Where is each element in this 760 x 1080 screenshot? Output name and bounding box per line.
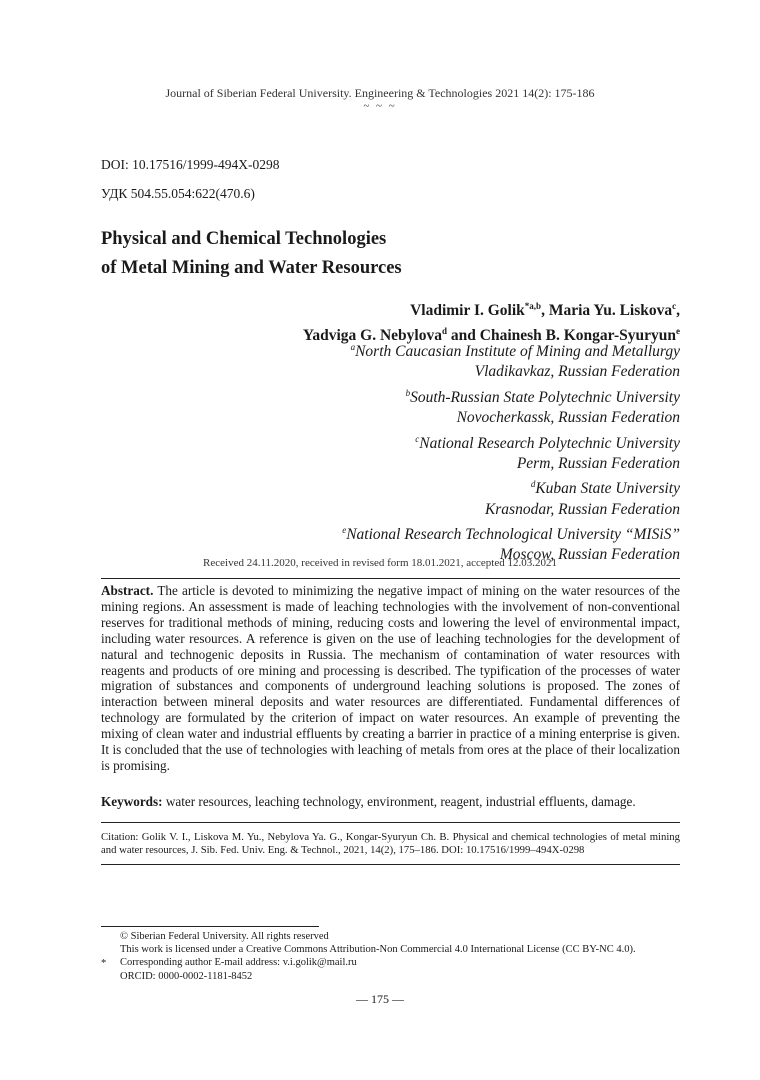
doi: DOI: 10.17516/1999-494X-0298 bbox=[101, 157, 280, 172]
citation-bottom-rule bbox=[101, 864, 680, 865]
license-notice: This work is licensed under a Creative Commons Attribution-Non Commercial 4.0 International License (CC BY-NC 4.0). bbox=[120, 944, 636, 956]
author-name: Yadviga G. Nebylova bbox=[302, 327, 442, 345]
footnotes bbox=[120, 930, 685, 983]
journal-header: Journal of Siberian Federal University. Engineering & Technologies 2021 14(2): 175-186 bbox=[165, 86, 595, 100]
author-line-1 bbox=[303, 296, 680, 321]
affiliation-institution: $^b$South-Russian State Polytechnic University bbox=[405, 387, 680, 406]
author-affiliation-mark: *a,b bbox=[524, 301, 542, 311]
affiliation-institution: $^d$Kuban State University bbox=[530, 479, 680, 498]
author-separator: , bbox=[541, 302, 549, 320]
author-affiliation-mark: d bbox=[441, 326, 447, 337]
affiliation-mark: b bbox=[405, 387, 411, 398]
footnote-rule bbox=[101, 926, 319, 927]
keywords bbox=[101, 794, 680, 810]
affiliation-mark: e bbox=[342, 525, 347, 535]
abstract-text: The article is devoted to minimizing the negative impact of mining on the water resources of the mining regions. An assessment is made of leaching technologies with the involvement of non-conventional reserves for traditional methods of mining, reducing costs and lowering the level of environmental impact, including water resources. A reference is given on the use of leaching technologies for the development of natural and technogenic deposits in Russia. The mechanism of contamination of water resources with reagents and products of ore mining and processing is described. The typification of the processes of water migration of substances and components of underground leaching solutions is proposed. The zones of interaction between mineral deposits and water resources are differentiated. Fundamental differences of technology are formulated by the criterion of impact on water resources. An example of preventing the mixing of clean water and industrial effluents by creating a barrier in practice of a mining enterprise is given. It is concluded that the use of technologies with leaching of metals from ores at the place of their localization is promising. bbox=[101, 583, 680, 773]
author-name: Chainesh B. Kongar-Syuryun bbox=[479, 327, 676, 345]
affiliation-institution: $^a$North Caucasian Institute of Mining and Metallurgy bbox=[350, 342, 680, 361]
page-number: — 175 — bbox=[356, 992, 404, 1006]
affiliation-location: Krasnodar, Russian Federation bbox=[484, 500, 680, 518]
affiliation-institution: $^e$National Research Technological University “MISiS” bbox=[342, 525, 680, 544]
received-dates: Received 24.11.2020, received in revised form 18.01.2021, accepted 12.03.2021 bbox=[203, 557, 557, 569]
copyright-notice: © Siberian Federal University. All rights reserved bbox=[120, 931, 329, 942]
affiliation-location: Novocherkassk, Russian Federation bbox=[456, 409, 680, 427]
abstract-label: Abstract. bbox=[101, 583, 154, 598]
affiliation-location: Vladikavkaz, Russian Federation bbox=[474, 363, 680, 381]
author-name: Vladimir I. Golik bbox=[410, 302, 525, 320]
abstract bbox=[101, 583, 680, 774]
header-separator: ~ ~ ~ bbox=[363, 100, 397, 112]
article-title bbox=[101, 225, 402, 283]
affiliation-list bbox=[342, 337, 680, 566]
title-line-2: of Metal Mining and Water Resources bbox=[101, 258, 402, 278]
orcid: ORCID: 0000-0002-1181-8452 bbox=[120, 970, 253, 982]
title-line-1: Physical and Chemical Technologies bbox=[101, 229, 387, 249]
author-separator: , bbox=[676, 302, 680, 320]
footnote-star: * bbox=[101, 958, 107, 969]
author-affiliation-mark: e bbox=[676, 326, 680, 337]
author-affiliation-mark: c bbox=[672, 301, 677, 311]
abstract-top-rule bbox=[101, 578, 680, 579]
keywords-label: Keywords: bbox=[101, 794, 163, 809]
affiliation-mark: a bbox=[350, 342, 356, 352]
affiliation-location: Moscow, Russian Federation bbox=[499, 546, 680, 564]
udk-code: УДК 504.55.054:622(470.6) bbox=[101, 186, 255, 201]
affiliation-mark: c bbox=[415, 433, 420, 444]
affiliation-institution: $^c$National Research Polytechnic University bbox=[415, 433, 680, 452]
affiliation-location: Perm, Russian Federation bbox=[516, 454, 680, 472]
citation: Citation: Golik V. I., Liskova M. Yu., Nebylova Ya. G., Kongar-Syuryun Ch. B. Physical and chemical technologies of metal mining and water resources, J. Sib. Fed. Univ. Eng. & Technol., 2021, 14(2), 175–186. DOI: 10.17516/1999–494X-0298 bbox=[101, 831, 680, 857]
citation-top-rule bbox=[101, 822, 680, 823]
author-separator: and bbox=[447, 327, 480, 345]
keywords-text: water resources, leaching technology, environment, reagent, industrial effluents, damage. bbox=[162, 794, 636, 809]
affiliation-mark: d bbox=[530, 479, 536, 490]
author-name: Maria Yu. Liskova bbox=[548, 302, 673, 320]
corresponding-email: Corresponding author E-mail address: v.i.golik@mail.ru bbox=[120, 957, 357, 969]
